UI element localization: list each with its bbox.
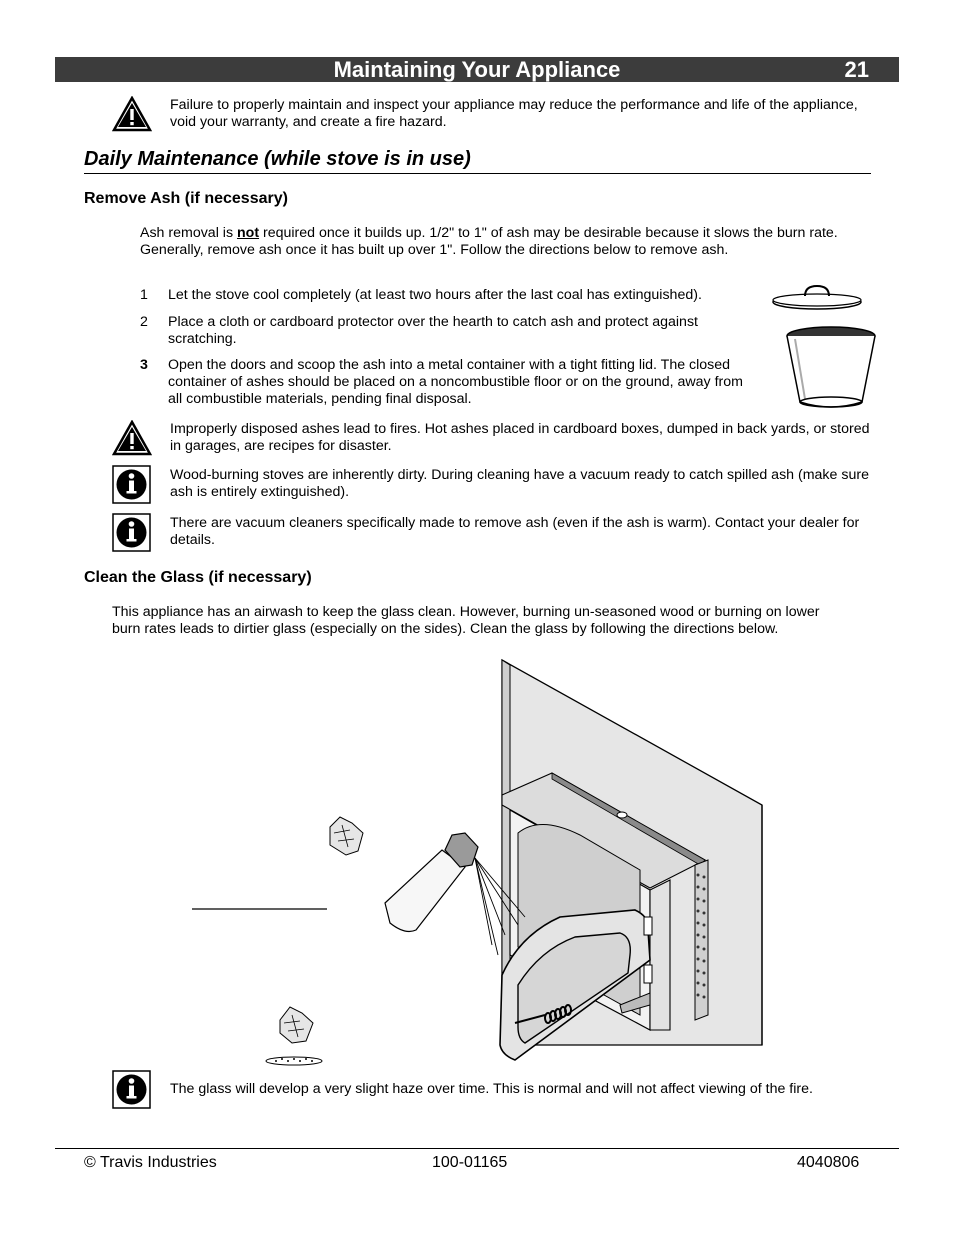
page-header-bar: [55, 57, 899, 82]
glass-haze-info-text: The glass will develop a very slight haze over time. This is normal and will not affect viewing of the fire.: [170, 1081, 813, 1097]
subsection-title-remove-ash: Remove Ash (if necessary): [84, 190, 288, 207]
para-text: Ash removal is: [140, 225, 237, 241]
step-text: Open the doors and scoop the ash into a metal container with a tight fitting lid. The closed container of ashes should be placed on a noncombustible floor or on the ground, away from all combustible materials, pending final disposal.: [168, 357, 743, 407]
warning-icon: [112, 96, 152, 132]
section-title-daily-maintenance: Daily Maintenance (while stove is in use): [84, 148, 471, 170]
remove-ash-paragraph: [140, 225, 850, 259]
warning-icon: [112, 420, 152, 456]
footer-revision: 4040806: [797, 1154, 860, 1171]
stove-glass-cleaning-illustration: [180, 655, 780, 1075]
step-text: Place a cloth or cardboard protector over the hearth to catch ash and protect against scratching.: [168, 314, 698, 347]
vacuum-info-text: Wood-burning stoves are inherently dirty. During cleaning have a vacuum ready to catch spilled ash (make sure ash is entirely extinguished).: [170, 467, 869, 500]
page-title: Maintaining Your Appliance: [333, 57, 621, 82]
info-icon: [112, 1070, 151, 1109]
clean-glass-paragraph: This appliance has an airwash to keep the glass clean. However, burning un-seasoned wood or burning on lower burn rates leads to dirtier glass (especially on the sides). Clean the glass by following the directions below.: [112, 604, 820, 637]
para-text: required once it builds up. 1/2" to 1" of ash may be desirable because it slows the burn rate. Generally, remove ash once it has built up over 1". Follow the directions below to remove ash.: [140, 225, 838, 258]
footer-divider: [55, 1148, 899, 1149]
step-number: 1: [140, 287, 148, 303]
step-text: Let the stove cool completely (at least two hours after the last coal has extinguished).: [168, 287, 702, 303]
footer-copyright: © Travis Industries: [84, 1154, 217, 1171]
ash-vacuum-info-text: There are vacuum cleaners specifically made to remove ash (even if the ash is warm). Contact your dealer for details.: [170, 515, 860, 548]
emphasis-not: not: [236, 225, 260, 241]
list-item: [140, 314, 770, 348]
page-number: 21: [844, 57, 869, 82]
intro-warning-text: Failure to properly maintain and inspect your appliance may reduce the performance and life of the appliance, void your warranty, and create a fire hazard.: [170, 97, 858, 130]
list-item: [140, 357, 770, 409]
step-number: 3: [140, 357, 148, 373]
section-divider: [84, 173, 871, 174]
ash-bucket-illustration: [770, 284, 885, 414]
step-number: 2: [140, 314, 148, 330]
subsection-title-clean-glass: Clean the Glass (if necessary): [84, 569, 312, 586]
info-icon: [112, 513, 151, 552]
ash-disposal-warning-text: Improperly disposed ashes lead to fires. Hot ashes placed in cardboard boxes, dumped in back yards, or stored in garages, are recipes for disaster.: [170, 421, 870, 454]
info-icon: [112, 465, 151, 504]
footer-document-number: 100-01165: [432, 1154, 508, 1171]
